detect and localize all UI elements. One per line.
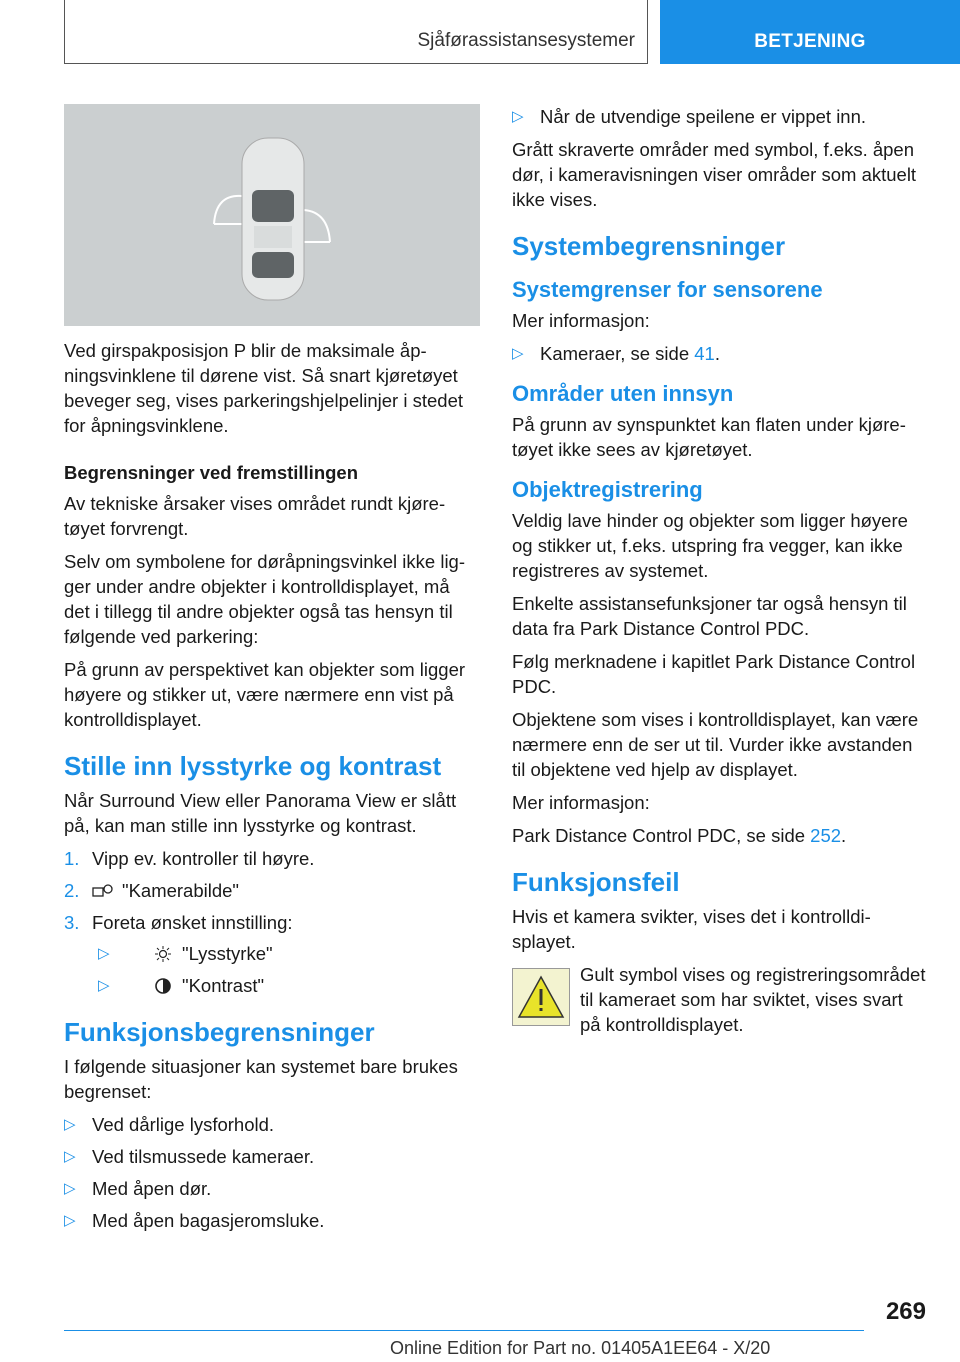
list-item: ▷ Ved dårlige lysforhold.: [64, 1114, 275, 1135]
limitations-heading: Funksjonsbegrensninger: [64, 1017, 375, 1047]
brightness-steps: [64, 846, 478, 998]
list-item: ▷ Med åpen bagasjeromsluke.: [64, 1210, 325, 1231]
triangle-bullet-icon: ▷: [98, 945, 110, 962]
warning-note: [512, 962, 928, 1037]
warning-triangle-icon: [512, 968, 570, 1026]
setting-options: [92, 941, 478, 998]
running-header-section: Sjåførassistansesystemer: [64, 0, 648, 64]
more-info-label: Mer informasjon:: [512, 310, 650, 331]
blind-areas-heading: Områder uten innsyn: [512, 381, 734, 406]
triangle-bullet-icon: ▷: [512, 108, 524, 125]
limitations-list: [64, 1112, 478, 1233]
right-column: [512, 104, 928, 1037]
step-3: 3. Foreta ønsket innstilling: ▷ "Lysstyrke" ▷ "Kontrast": [64, 910, 478, 998]
gray-areas-paragraph: Grått skraverte områder med symbol, f.eks. åpen dør, i kameravisningen viser områder som aktuelt ikke vises.: [512, 139, 917, 210]
list-item: ▷ Kameraer, se side 41.: [512, 343, 720, 364]
brightness-paragraph: Når Surround View eller Panorama View er slått på, kan man stille inn lysstyrke og kontrast.: [64, 790, 457, 836]
limits-paragraph-3: På grunn av perspektivet kan objekter som ligger høyere og stikker ut, være nærmere enn vist på kontrolldisplayet.: [64, 659, 466, 730]
car-door-angle-figure: [64, 104, 480, 326]
sun-icon: [152, 945, 174, 963]
brightness-heading: Stille inn lysstyrke og kontrast: [64, 751, 442, 781]
list-item: ▷ Med åpen dør.: [64, 1178, 212, 1199]
contrast-icon: [152, 977, 174, 995]
page-link-252[interactable]: 252: [810, 825, 842, 846]
warning-text: Gult symbol vises og registreringsområdet til kameraet som har sviktet, vises svart på kontrolldisplayet.: [580, 964, 926, 1035]
object-paragraph-1: Veldig lave hinder og objekter som ligger høyere og stikker ut, f.eks. utspring fra vegger, kan ikke registreres av systemet.: [512, 510, 908, 581]
footer-divider: [64, 1330, 864, 1331]
chapter-tab: BETJENING: [660, 0, 960, 64]
triangle-bullet-icon: ▷: [64, 1180, 76, 1197]
step-1: 1. Vipp ev. kontroller til høyre.: [64, 848, 315, 869]
sensor-limits-heading: Systemgrenser for sensorene: [512, 277, 823, 302]
blind-areas-paragraph: På grunn av synspunktet kan flaten under kjøretøyet ikke sees av kjøretøyet.: [512, 414, 906, 460]
system-limits-heading: Systembegrensninger: [512, 231, 786, 261]
camera-settings-icon: [92, 882, 114, 900]
step-2: 2. "Kamerabilde": [64, 880, 239, 901]
object-paragraph-2: Enkelte assistansefunksjoner tar også hensyn til data fra Park Distance Control PDC.: [512, 593, 907, 639]
list-item: ▷ Ved tilsmussede kameraer.: [64, 1146, 315, 1167]
triangle-bullet-icon: ▷: [64, 1212, 76, 1229]
list-item: ▷ Når de utvendige speilene er vippet inn.: [512, 106, 867, 127]
more-info-label-2: Mer informasjon:: [512, 792, 650, 813]
triangle-bullet-icon: ▷: [64, 1116, 76, 1133]
limits-heading: Begrensninger ved fremstillingen: [64, 462, 359, 483]
left-column: [64, 104, 478, 1241]
footer-edition: Online Edition for Part no. 01405A1EE64 - X/20: [390, 1338, 771, 1358]
contrast-option: ▷ "Kontrast": [98, 975, 265, 996]
figure-caption: Ved girspakposisjon P blir de maksimale åpningsvinklene til dørene vist. Så snart kjøretøyet beveger seg, vises parkeringshjelpelinjer i stedet for åpningsvinklene.: [64, 340, 463, 436]
object-paragraph-3: Følg merknadene i kapitlet Park Distance Control PDC.: [512, 651, 916, 697]
limitations-paragraph: I følgende situasjoner kan systemet bare brukes begrenset:: [64, 1056, 458, 1102]
pdc-reference: Park Distance Control PDC, se side 252.: [512, 825, 847, 846]
malfunction-paragraph: Hvis et kamera svikter, vises det i kontrolldisplayet.: [512, 906, 871, 952]
page-number: 269: [885, 1298, 926, 1325]
limits-paragraph-2: Selv om symbolene for døråpningsvinkel ikke ligger under andre objekter i kontrolldisplayet, må det i tillegg til andre objekter også tas hensyn til følgende ved parkering:: [64, 551, 466, 647]
page-link-41[interactable]: 41: [694, 343, 715, 364]
triangle-bullet-icon: ▷: [64, 1148, 76, 1165]
car-top-view-illustration: [64, 104, 480, 326]
object-detection-heading: Objektregistrering: [512, 477, 703, 502]
brightness-option: ▷ "Lysstyrke": [98, 943, 273, 964]
triangle-bullet-icon: ▷: [98, 977, 110, 994]
limits-paragraph-1: Av tekniske årsaker vises området rundt kjøretøyet forvrengt.: [64, 493, 446, 539]
malfunction-heading: Funksjonsfeil: [512, 867, 680, 897]
continued-list: [512, 104, 928, 129]
object-paragraph-4: Objektene som vises i kontrolldisplayet, kan være nærmere enn de ser ut til. Vurder ikke avstanden til objektene ved hjelp av displayet.: [512, 709, 919, 780]
triangle-bullet-icon: ▷: [512, 345, 524, 362]
cameras-ref-list: [512, 341, 928, 366]
